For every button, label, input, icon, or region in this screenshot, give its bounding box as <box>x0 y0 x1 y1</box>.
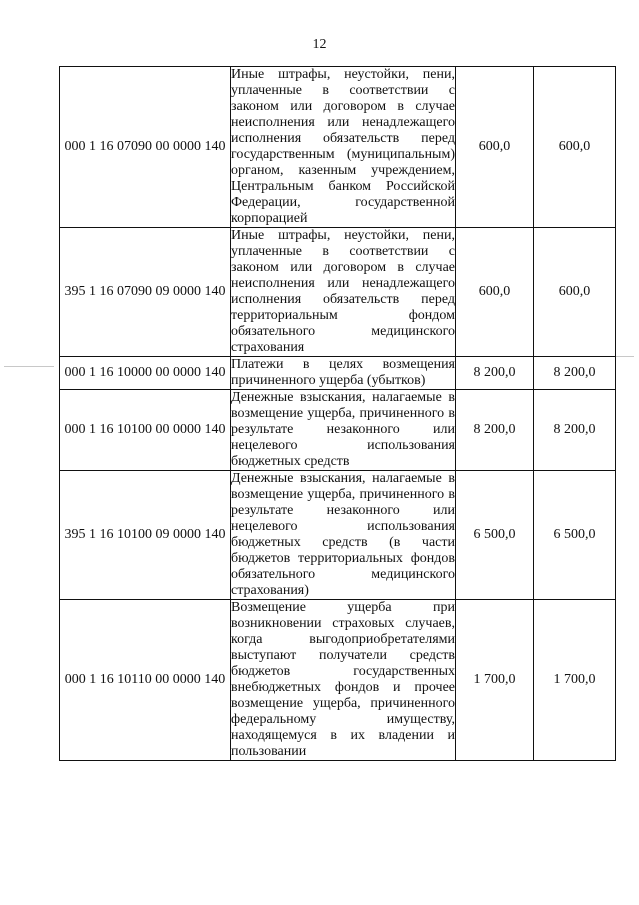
table-row <box>60 471 616 600</box>
page-number: 12 <box>312 37 327 52</box>
budget-table <box>59 66 616 761</box>
kbk-code-cell: 000 1 16 10110 00 0000 140 <box>60 600 231 761</box>
description-cell: Денежные взыскания, налагаемые в возмещение ущерба, причиненного в результате незаконного или нецелевого использования бюджетных средств <box>231 390 455 469</box>
description-cell: Платежи в целях возмещения причиненного ущерба (убытков) <box>231 357 455 388</box>
amount-cell-2: 600,0 <box>534 228 616 357</box>
amount-cell-2: 8 200,0 <box>534 357 616 390</box>
amount-cell-1: 600,0 <box>456 67 534 228</box>
table-row <box>60 67 616 228</box>
kbk-code-cell: 000 1 16 10100 00 0000 140 <box>60 390 231 471</box>
kbk-code-cell: 395 1 16 07090 09 0000 140 <box>60 228 231 357</box>
amount-cell-1: 8 200,0 <box>456 390 534 471</box>
description-cell: Денежные взыскания, налагаемые в возмещение ущерба, причиненного в результате незаконного или нецелевого использования бюджетных средств (в части бюджетов территориальных фондов обязательного медицинского страхования) <box>231 471 455 598</box>
table-row <box>60 390 616 471</box>
amount-cell-2: 8 200,0 <box>534 390 616 471</box>
description-cell: Иные штрафы, неустойки, пени, уплаченные в соответствии с законом или договором в случае неисполнения или ненадлежащего исполнения обязательств перед территориальным фондом обязательного медицинского страхования <box>231 228 455 355</box>
amount-cell-2: 1 700,0 <box>534 600 616 761</box>
kbk-code-cell: 000 1 16 10000 00 0000 140 <box>60 357 231 390</box>
table-row <box>60 228 616 357</box>
amount-cell-2: 6 500,0 <box>534 471 616 600</box>
table-row <box>60 357 616 390</box>
amount-cell-1: 8 200,0 <box>456 357 534 390</box>
kbk-code-cell: 395 1 16 10100 09 0000 140 <box>60 471 231 600</box>
amount-cell-2: 600,0 <box>534 67 616 228</box>
kbk-code-cell: 000 1 16 07090 00 0000 140 <box>60 67 231 228</box>
amount-cell-1: 6 500,0 <box>456 471 534 600</box>
description-cell: Возмещение ущерба при возникновении страховых случаев, когда выгодоприобретателями выступают получатели средств бюджетов государственных внебюджетных фондов и прочее возмещение ущерба, причиненного федеральному имуществу, находящемуся в их владении и пользовании <box>231 600 455 759</box>
description-cell: Иные штрафы, неустойки, пени, уплаченные в соответствии с законом или договором в случае неисполнения или ненадлежащего исполнения обязательств перед государственным (муниципальным) органом, казенным учреждением, Центральным банком Российской Федерации, государственной корпорацией <box>231 67 455 226</box>
table-row <box>60 600 616 761</box>
scan-artifact <box>4 366 54 367</box>
amount-cell-1: 600,0 <box>456 228 534 357</box>
amount-cell-1: 1 700,0 <box>456 600 534 761</box>
